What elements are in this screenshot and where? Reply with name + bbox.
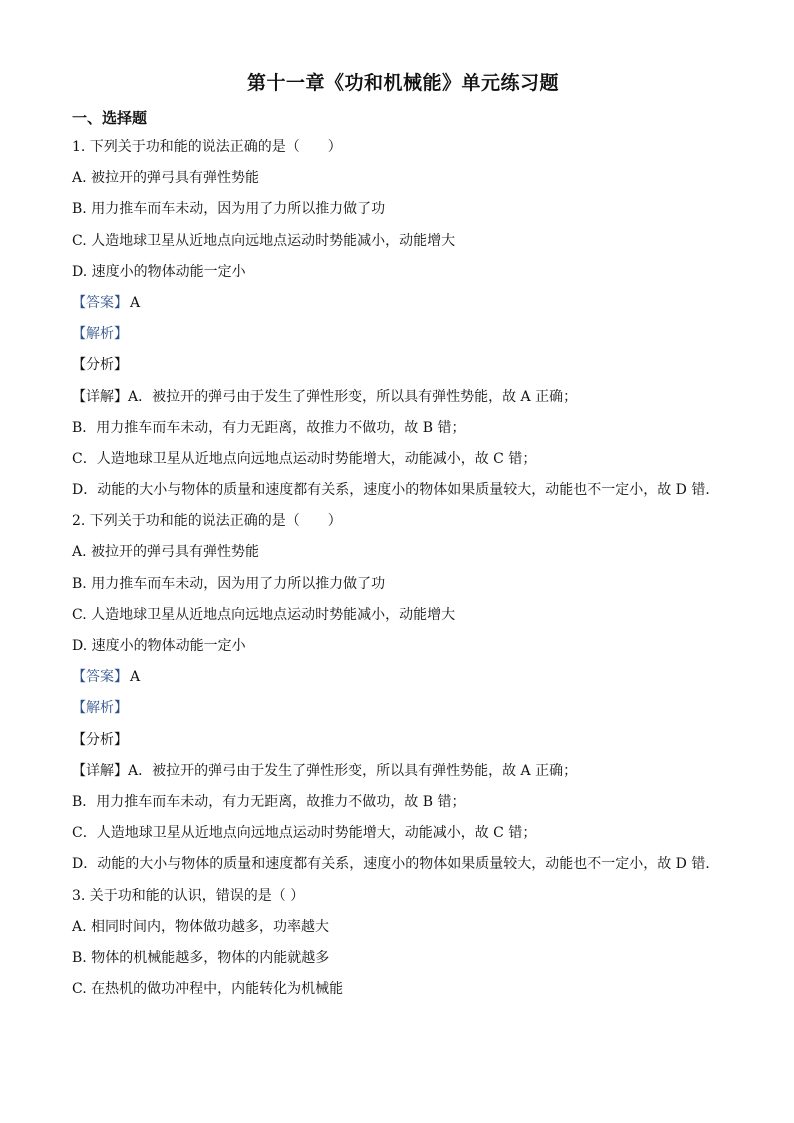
option-b: B. 用力推车而车未动，因为用了力所以推力做了功	[72, 201, 386, 218]
analysis-tag: 【解析】	[72, 326, 128, 343]
detail-line-c: C．人造地球卫星从近地点向远地点运动时势能增大，动能减小，故 C 错；	[72, 825, 537, 842]
question-stem: 2. 下列关于功和能的说法正确的是（ ）	[72, 513, 342, 530]
question-stem: 1. 下列关于功和能的说法正确的是（ ）	[72, 139, 342, 155]
detail-line-c: C．人造地球卫星从近地点向远地点运动时势能增大，动能减小，故 C 错；	[72, 450, 537, 467]
detail-line-b: B．用力推车而车未动，有力无距离，故推力不做功，故 B 错；	[72, 793, 466, 810]
answer-value: A	[130, 669, 141, 686]
detail-tag: 【详解】	[72, 388, 128, 405]
option-d: D. 速度小的物体动能一定小	[72, 638, 246, 654]
option-b: B. 物体的机械能越多，物体的内能就越多	[72, 949, 330, 966]
detail-text: A．被拉开的弹弓由于发生了弹性形变，所以具有弹性势能，故 A 正确；	[128, 388, 578, 405]
analysis-tag: 【解析】	[72, 700, 128, 717]
answer-tag: 【答案】	[72, 294, 128, 311]
option-c: C. 人造地球卫星从近地点向远地点运动时势能减小，动能增大	[72, 232, 456, 249]
fenxi-tag: 【分析】	[72, 357, 128, 374]
option-a: A. 相同时间内，物体做功越多，功率越大	[72, 918, 330, 935]
question-1	[72, 132, 734, 506]
question-stem: 3. 关于功和能的认识，错误的是（ ）	[72, 887, 305, 904]
section-heading: 一、选择题	[72, 109, 148, 127]
document-title: 第十一章《功和机械能》单元练习题	[246, 72, 559, 94]
detail-text: A．被拉开的弹弓由于发生了弹性形变，所以具有弹性势能，故 A 正确；	[128, 762, 578, 779]
detail-line-b: B．用力推车而车未动，有力无距离，故推力不做功，故 B 错；	[72, 419, 466, 436]
option-d: D. 速度小的物体动能一定小	[72, 263, 246, 280]
question-2	[72, 506, 734, 880]
answer-value: A	[130, 294, 141, 311]
detail-line-a	[72, 382, 734, 413]
answer-tag: 【答案】	[72, 669, 128, 686]
option-c: C. 在热机的做功冲程中，内能转化为机械能	[72, 981, 344, 998]
fenxi-tag: 【分析】	[72, 731, 128, 748]
option-a: A. 被拉开的弹弓具有弹性势能	[72, 544, 260, 561]
question-3	[72, 881, 734, 1006]
answer-line	[72, 288, 734, 319]
detail-line-d: D．动能的大小与物体的质量和速度都有关系，速度小的物体如果质量较大，动能也不一定小，故 D 错．	[72, 856, 720, 873]
option-a: A. 被拉开的弹弓具有弹性势能	[72, 170, 260, 187]
detail-tag: 【详解】	[72, 762, 128, 779]
detail-line-d: D．动能的大小与物体的质量和速度都有关系，速度小的物体如果质量较大，动能也不一定小，故 D 错．	[72, 482, 720, 499]
option-b: B. 用力推车而车未动，因为用了力所以推力做了功	[72, 575, 386, 592]
option-c: C. 人造地球卫星从近地点向远地点运动时势能减小，动能增大	[72, 606, 456, 623]
detail-line-a	[72, 756, 734, 787]
answer-line	[72, 662, 734, 693]
